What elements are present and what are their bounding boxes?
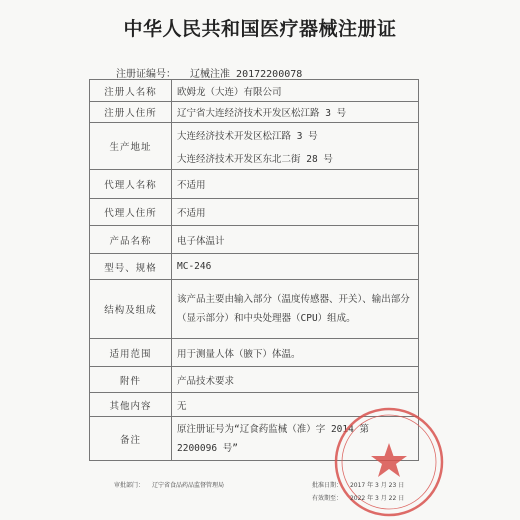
product-name-label: 产品名称 — [90, 226, 172, 254]
registrant-name-value: 欧姆龙（大连）有限公司 — [172, 80, 419, 102]
row-agent-address — [90, 199, 419, 226]
registration-number-label: 注册证编号： — [116, 69, 176, 80]
row-product-name — [90, 226, 419, 254]
model-spec-label: 型号、规格 — [90, 254, 172, 280]
row-scope — [90, 339, 419, 367]
row-structure — [90, 280, 419, 339]
production-address-line-2: 大连经济技术开发区东北二街 28 号 — [177, 153, 333, 165]
agent-address-value: 不适用 — [172, 199, 419, 226]
registration-number-line — [116, 65, 302, 80]
scope-label: 适用范围 — [90, 339, 172, 367]
structure-label: 结构及组成 — [90, 280, 172, 339]
scope-value: 用于测量人体（腋下）体温。 — [172, 339, 419, 367]
agent-name-value: 不适用 — [172, 170, 419, 199]
attachment-value: 产品技术要求 — [172, 367, 419, 393]
agent-name-label: 代理人名称 — [90, 170, 172, 199]
approval-date-label: 批准日期： — [312, 482, 343, 489]
other-label: 其他内容 — [90, 393, 172, 417]
attachment-label: 附件 — [90, 367, 172, 393]
approval-date-line — [312, 480, 404, 489]
registrant-name-label: 注册人名称 — [90, 80, 172, 102]
agent-address-label: 代理人住所 — [90, 199, 172, 226]
other-value: 无 — [172, 393, 419, 417]
validity-date-value: 2022 年 3 月 22 日 — [349, 495, 405, 502]
row-registrant-name — [90, 80, 419, 102]
validity-date-label: 有效期至： — [312, 495, 343, 502]
approval-authority-label: 审批部门： — [114, 482, 145, 489]
production-address-label: 生产地址 — [90, 123, 172, 170]
approval-authority-line — [114, 480, 224, 489]
certificate-title: 中华人民共和国医疗器械注册证 — [123, 18, 397, 40]
remarks-label: 备注 — [90, 417, 172, 461]
row-production-address — [90, 123, 419, 170]
validity-date-line — [312, 493, 404, 502]
row-model-spec — [90, 254, 419, 280]
structure-value: 该产品主要由输入部分（温度传感器、开关）、输出部分（显示部分）和中央处理器（CPU）组成。 — [172, 280, 419, 339]
production-address-line-1: 大连经济技术开发区松江路 3 号 — [177, 130, 318, 142]
row-agent-name — [90, 170, 419, 199]
row-registrant-address — [90, 102, 419, 123]
approval-authority-value: 辽宁省食品药品监督管理局 — [151, 482, 224, 489]
row-remarks — [90, 417, 419, 461]
remarks-value: 原注册证号为“辽食药监械（准）字 2014 第 2200096 号” — [172, 417, 419, 461]
product-name-value: 电子体温计 — [172, 226, 419, 254]
approval-date-value: 2017 年 3 月 23 日 — [349, 482, 405, 489]
production-address-value — [172, 123, 419, 170]
model-spec-value: MC-246 — [172, 254, 419, 280]
row-other — [90, 393, 419, 417]
registration-number-value: 辽械注准 20172200078 — [190, 69, 303, 80]
registrant-address-value: 辽宁省大连经济技术开发区松江路 3 号 — [172, 102, 419, 123]
registrant-address-label: 注册人住所 — [90, 102, 172, 123]
row-attachment — [90, 367, 419, 393]
registration-details-table — [89, 79, 419, 461]
